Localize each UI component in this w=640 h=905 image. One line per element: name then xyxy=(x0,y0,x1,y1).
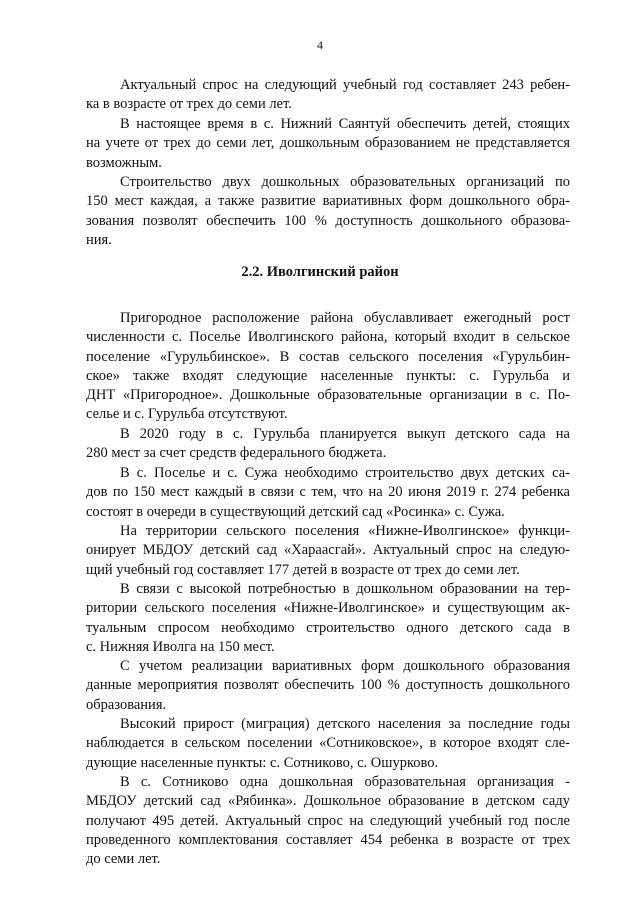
text-line: щий учебный год составляет 177 детей в возрасте от трех до семи лет. xyxy=(86,561,520,578)
paragraph xyxy=(86,464,570,522)
text-line: проведенного комплектования составляет 454 ребенка в возрасте от трех xyxy=(86,831,570,848)
paragraph xyxy=(86,657,570,715)
paragraph xyxy=(86,580,570,657)
text-line: В с. Поселье и с. Сужа необходимо строительство двух детских са- xyxy=(120,465,570,481)
paragraph xyxy=(86,76,570,115)
text-line: данные мероприятия позволят обеспечить 100 % доступность дошкольного xyxy=(86,677,570,694)
text-line: с. Нижняя Иволга на 150 мест. xyxy=(86,638,275,655)
text-line: ния. xyxy=(86,231,112,248)
text-line: образования. xyxy=(86,696,167,713)
paragraph xyxy=(86,715,570,773)
text-line: ДНТ «Пригородное». Дошкольные образовательные организации в с. По- xyxy=(86,387,570,404)
text-line: на учете от трех до семи лет, дошкольным образованием не представляется xyxy=(86,135,570,152)
text-line: численности с. Поселье Иволгинского района, который входит в сельское xyxy=(86,329,570,346)
text-line: ка в возрасте от трех до семи лет. xyxy=(86,96,292,113)
text-line: Высокий прирост (миграция) детского населения за последние годы xyxy=(120,716,570,732)
section-heading: 2.2. Иволгинский район xyxy=(241,264,399,280)
text-line: С учетом реализации вариативных форм дошкольного образования xyxy=(120,658,570,674)
text-line: наблюдается в сельском поселении «Сотниковское», в которое входят сле- xyxy=(86,735,570,752)
text-line: В связи с высокой потребностью в дошкольном образовании на тер- xyxy=(120,581,570,597)
text-line: На территории сельского поселения «Нижне-Иволгинское» функци- xyxy=(120,523,570,539)
text-line: возможным. xyxy=(86,154,162,171)
paragraph xyxy=(86,173,570,250)
paragraph xyxy=(86,425,570,464)
text-line: В 2020 году в с. Гурульба планируется выкуп детского сада на xyxy=(120,426,570,442)
text-line: ритории сельского поселения «Нижне-Иволгинское» и существующим ак- xyxy=(86,600,570,617)
text-line: дующие населенные пункты: с. Сотниково, с. Ошурково. xyxy=(86,754,439,771)
text-line: получают 495 детей. Актуальный спрос на следующий учебный год после xyxy=(86,812,570,829)
text-line: 280 мест за счет средств федерального бюджета. xyxy=(86,445,387,462)
paragraph xyxy=(86,773,570,869)
text-line: дов по 150 мест каждый в связи с тем, что на 20 июня 2019 г. 274 ребенка xyxy=(86,484,570,501)
text-line: онирует МБДОУ детский сад «Хараасгай». Актуальный спрос на следую- xyxy=(86,542,570,559)
text-line: до семи лет. xyxy=(86,851,161,868)
text-line: селье и с. Гурульба отсутствуют. xyxy=(86,406,288,423)
text-line: Пригородное расположение района обуславливает ежегодный рост xyxy=(120,310,570,326)
text-line: туальным спросом необходимо строительство одного детского сада в xyxy=(86,619,570,636)
paragraph xyxy=(86,115,570,173)
text-line: МБДОУ детский сад «Рябинка». Дошкольное образование в детском саду xyxy=(86,793,570,810)
text-line: 150 мест каждая, а также развитие вариативных форм дошкольного обра- xyxy=(86,193,570,210)
text-line: В настоящее время в с. Нижний Саянтуй обеспечить детей, стоящих xyxy=(120,116,570,132)
text-line: поселение «Гурульбинское». В состав сельского поселения «Гурульбин- xyxy=(86,348,570,365)
text-line: состоят в очереди в существующий детский сад «Росинка» с. Сужа. xyxy=(86,503,505,520)
paragraph xyxy=(86,522,570,580)
text-line: ское» также входят следующие населенные пункты: с. Гурульба и xyxy=(86,367,570,384)
text-line: В с. Сотниково одна дошкольная образовательная организация - xyxy=(120,774,570,790)
page-number: 4 xyxy=(317,38,323,52)
paragraph xyxy=(86,309,570,425)
text-line: зования позволят обеспечить 100 % доступность дошкольного образова- xyxy=(86,212,570,229)
text-line: Строительство двух дошкольных образовательных организаций по xyxy=(120,174,570,190)
text-line: Актуальный спрос на следующий учебный год составляет 243 ребен- xyxy=(120,77,570,93)
